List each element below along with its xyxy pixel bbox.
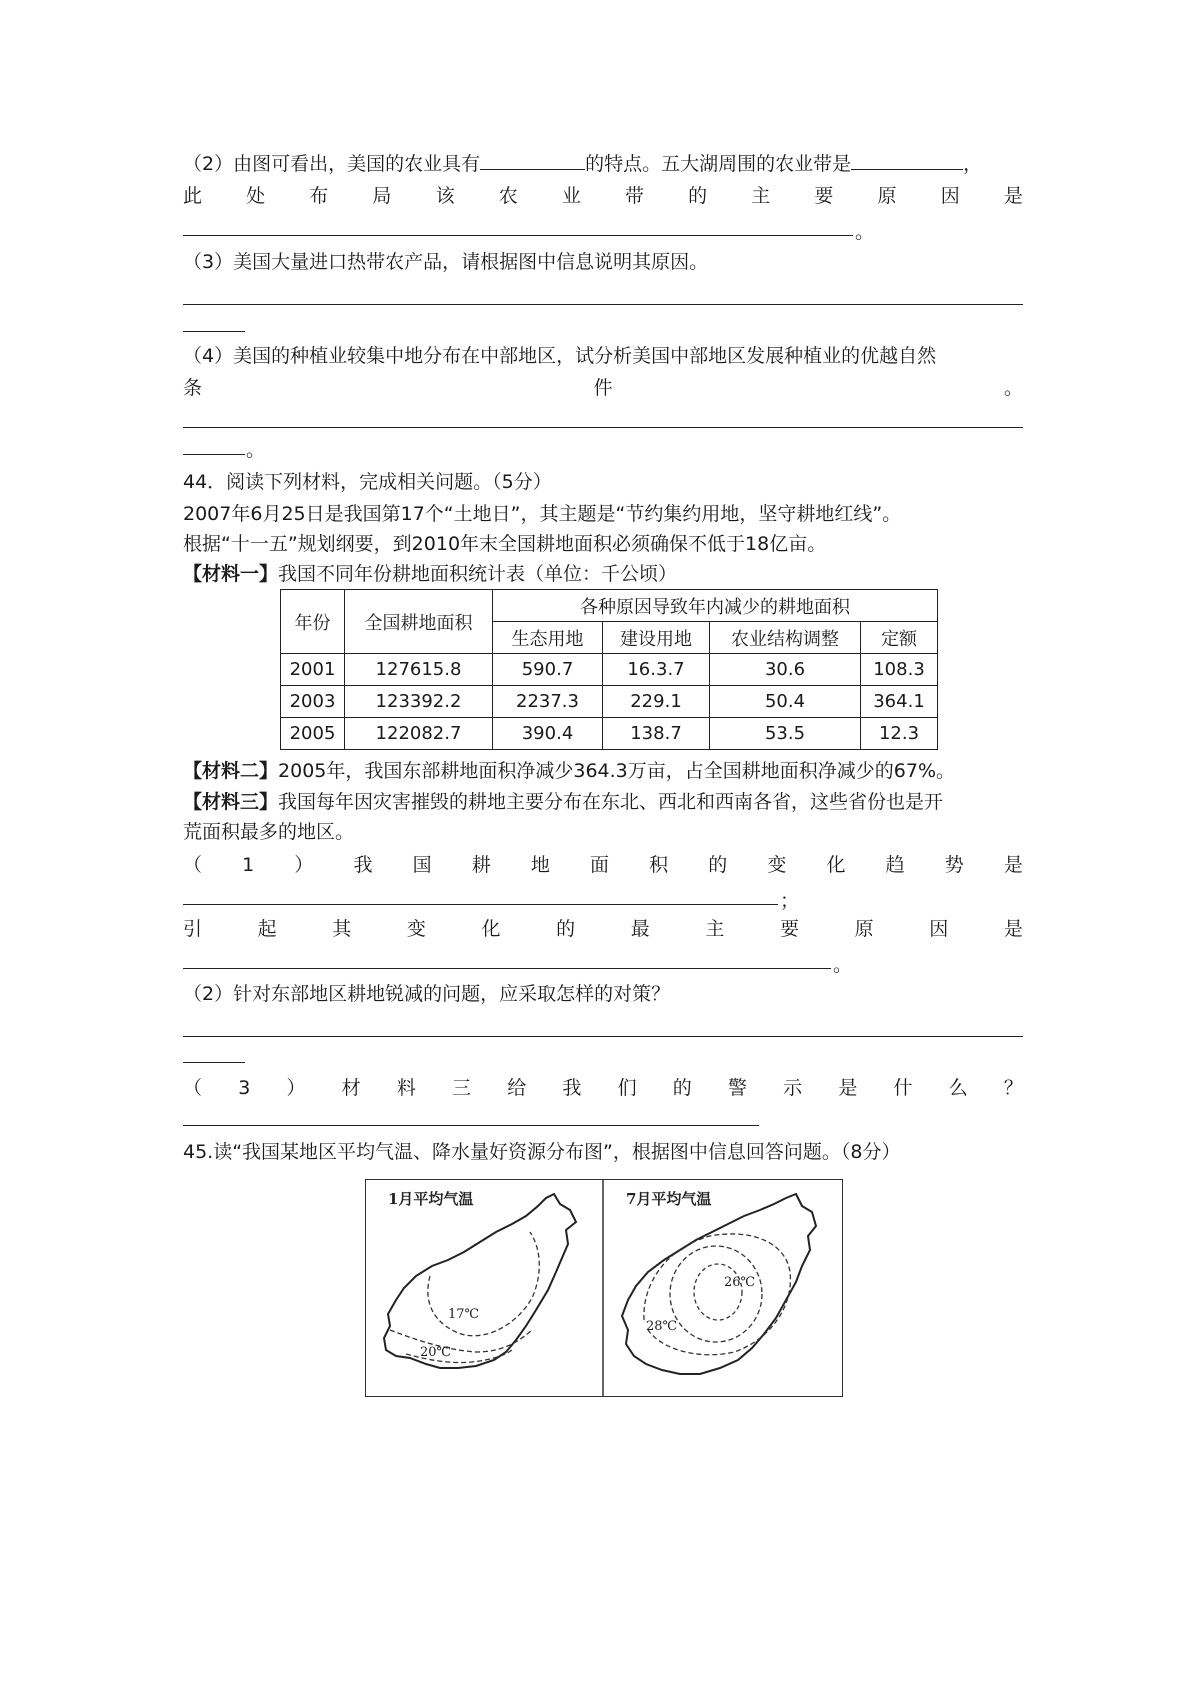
table-row <box>281 686 938 718</box>
material-one-text: 我国不同年份耕地面积统计表（单位：千公顷） <box>278 563 678 585</box>
spread-char: 国 <box>412 854 432 876</box>
isotherm-17 <box>428 1232 539 1336</box>
q43-part2-line1 <box>183 149 982 178</box>
table-cell: 127615.8 <box>345 654 493 686</box>
answer-line[interactable] <box>183 1125 759 1126</box>
answer-line[interactable] <box>183 235 853 236</box>
q44-q1-separator: ； <box>780 890 800 912</box>
temperature-maps <box>366 1180 842 1396</box>
table-cell: 364.1 <box>861 686 938 718</box>
table-cell: 12.3 <box>861 718 938 750</box>
isotherm-28 <box>644 1234 791 1355</box>
q43-part4: （4）美国的种植业较集中地分布在中部地区，试分析美国中部地区发展种植业的优越自然 <box>183 345 937 367</box>
q44-intro-line1: 2007年6月25日是我国第17个“土地日”，其主题是“节约集约用地，坚守耕地红线”。 <box>183 503 902 525</box>
material-two <box>183 757 955 785</box>
table-cell: 123392.2 <box>345 686 493 718</box>
spread-char: 变 <box>767 854 787 876</box>
q43-part2-text-a: （2）由图可看出，美国的农业具有 <box>183 153 481 175</box>
spread-char: 三 <box>452 1077 472 1099</box>
spread-char: 是 <box>1003 918 1023 940</box>
spread-char: ） <box>286 1077 306 1099</box>
material-one-label: 【材料一】 <box>183 563 279 585</box>
table-header-quota: 定额 <box>861 622 938 654</box>
table-header-group: 各种原因导致年内减少的耕地面积 <box>493 590 938 622</box>
isotherm-26-outer <box>670 1246 762 1342</box>
isotherm-label-28: 28℃ <box>646 1319 678 1334</box>
answer-line[interactable] <box>183 968 831 969</box>
spread-char: 是 <box>1003 854 1023 876</box>
answer-line[interactable] <box>183 331 245 332</box>
island-outline-right <box>622 1194 816 1374</box>
table-row <box>281 654 938 686</box>
q44-title: 44．阅读下列材料，完成相关问题。（5分） <box>183 471 552 493</box>
spread-char: 要 <box>814 185 834 207</box>
spread-char: 面 <box>589 854 609 876</box>
table-cell: 138.7 <box>603 718 710 750</box>
table-header-eco: 生态用地 <box>493 622 603 654</box>
material-three-line2: 荒面积最多的地区。 <box>183 821 355 843</box>
temperature-map-figure <box>365 1179 843 1397</box>
spread-char: 该 <box>435 185 455 207</box>
spread-char: 1 <box>242 854 255 876</box>
material-three-label: 【材料三】 <box>183 791 279 813</box>
table-cell: 229.1 <box>603 686 710 718</box>
q43-part2-line2 <box>183 182 1023 210</box>
answer-line[interactable] <box>183 1062 245 1063</box>
spread-char: 警 <box>727 1077 747 1099</box>
spread-char: 变 <box>406 918 426 940</box>
spread-char: 要 <box>780 918 800 940</box>
spread-char: 此 <box>183 185 203 207</box>
spread-char: 农 <box>498 185 518 207</box>
spread-char: 材 <box>341 1077 361 1099</box>
answer-line[interactable] <box>183 904 778 905</box>
spread-char: 我 <box>353 854 373 876</box>
q43-part4-end: 。 <box>246 439 266 461</box>
spread-char: 条 <box>183 377 203 399</box>
answer-line[interactable] <box>183 304 1023 305</box>
table-cell: 50.4 <box>710 686 861 718</box>
material-two-label: 【材料二】 <box>183 760 279 782</box>
map-left-title: 1月平均气温 <box>388 1190 474 1208</box>
spread-char: 的 <box>688 185 708 207</box>
spread-char: （ <box>183 854 203 876</box>
spread-char: 局 <box>372 185 392 207</box>
material-three <box>183 788 943 816</box>
spread-char: 的 <box>708 854 728 876</box>
material-one <box>183 560 677 588</box>
table-cell: 2005 <box>281 718 345 750</box>
material-three-text: 我国每年因灾害摧毁的耕地主要分布在东北、西北和西南各省，这些省份也是开 <box>278 791 944 813</box>
spread-char: 带 <box>624 185 644 207</box>
table-cell: 53.5 <box>710 718 861 750</box>
spread-char: 化 <box>826 854 846 876</box>
q43-part3: （3）美国大量进口热带农产品，请根据图中信息说明其原因。 <box>183 251 709 273</box>
spread-char: 原 <box>877 185 897 207</box>
answer-line[interactable] <box>183 1036 1023 1037</box>
q43-part2-end: 。 <box>855 221 875 243</box>
spread-char: 势 <box>944 854 964 876</box>
q43-part4-line2 <box>183 374 1023 402</box>
spread-char: 什 <box>893 1077 913 1099</box>
q45-title: 45.读“我国某地区平均气温、降水量好资源分布图”，根据图中信息回答问题。（8分） <box>183 1141 901 1163</box>
spread-char: 。 <box>1003 377 1023 399</box>
q44-q1-line3 <box>183 915 1023 943</box>
spread-char: 么 <box>948 1077 968 1099</box>
spread-char: 布 <box>309 185 329 207</box>
spread-char: 最 <box>630 918 650 940</box>
spread-char: 给 <box>507 1077 527 1099</box>
table-cell: 122082.7 <box>345 718 493 750</box>
spread-char: （ <box>183 1077 203 1099</box>
q44-q1-end: 。 <box>833 954 853 976</box>
spread-char: 地 <box>530 854 550 876</box>
q44-q2: （2）针对东部地区耕地锐减的问题，应采取怎样的对策？ <box>183 983 671 1005</box>
table-header-total: 全国耕地面积 <box>345 590 493 654</box>
island-outline-left <box>384 1194 576 1368</box>
spread-char: 主 <box>705 918 725 940</box>
spread-char: 的 <box>672 1077 692 1099</box>
q44-intro-line2: 根据“十一五”规划纲要，到2010年末全国耕地面积必须确保不低于18亿亩。 <box>183 533 827 555</box>
q43-part2-text-b: 的特点。五大湖周围的农业带是 <box>585 153 852 175</box>
map-right-title: 7月平均气温 <box>626 1190 712 1208</box>
table-header-construction: 建设用地 <box>603 622 710 654</box>
q44-q1-line1 <box>183 851 1023 879</box>
spread-char: 我 <box>562 1077 582 1099</box>
spread-char: 耕 <box>471 854 491 876</box>
spread-char: 件 <box>593 377 613 399</box>
table-header-row <box>281 590 938 622</box>
spread-char: 料 <box>396 1077 416 1099</box>
spread-char: 是 <box>838 1077 858 1099</box>
spread-char: 起 <box>257 918 277 940</box>
table-cell: 30.6 <box>710 654 861 686</box>
table-header-year: 年份 <box>281 590 345 654</box>
q43-part2-text-c: ， <box>963 153 983 175</box>
spread-char: 主 <box>751 185 771 207</box>
isotherm-label-17: 17℃ <box>448 1307 480 1322</box>
farmland-table <box>280 589 938 750</box>
table-cell: 590.7 <box>493 654 603 686</box>
spread-char: ） <box>294 854 314 876</box>
table-header-agri: 农业结构调整 <box>710 622 861 654</box>
q44-q3-line <box>183 1074 1023 1102</box>
spread-char: 积 <box>649 854 669 876</box>
spread-char: 趋 <box>885 854 905 876</box>
isotherm-label-26: 26℃ <box>724 1275 756 1290</box>
spread-char: 示 <box>783 1077 803 1099</box>
spread-char: 引 <box>183 918 203 940</box>
answer-line[interactable] <box>183 454 245 455</box>
spread-char: 因 <box>929 918 949 940</box>
isotherm-label-20: 20℃ <box>420 1345 452 1360</box>
table-cell: 2237.3 <box>493 686 603 718</box>
spread-char: 处 <box>246 185 266 207</box>
answer-blank[interactable] <box>851 149 963 170</box>
spread-char: 其 <box>332 918 352 940</box>
spread-char: 们 <box>617 1077 637 1099</box>
answer-blank[interactable] <box>480 149 585 170</box>
spread-char: 原 <box>854 918 874 940</box>
material-two-text: 2005年，我国东部耕地面积净减少364.3万亩，占全国耕地面积净减少的67%。 <box>278 760 955 782</box>
table-cell: 2003 <box>281 686 345 718</box>
spread-char: 业 <box>561 185 581 207</box>
spread-char: 因 <box>940 185 960 207</box>
isotherm-26-inner <box>694 1264 742 1320</box>
table-cell: 108.3 <box>861 654 938 686</box>
spread-char: 3 <box>238 1077 251 1099</box>
table-cell: 2001 <box>281 654 345 686</box>
table-cell: 390.4 <box>493 718 603 750</box>
spread-char: 化 <box>481 918 501 940</box>
spread-char: ？ <box>1003 1077 1023 1099</box>
spread-char: 是 <box>1003 185 1023 207</box>
answer-line[interactable] <box>183 427 1023 428</box>
table-row <box>281 718 938 750</box>
table-cell: 16.3.7 <box>603 654 710 686</box>
spread-char: 的 <box>556 918 576 940</box>
